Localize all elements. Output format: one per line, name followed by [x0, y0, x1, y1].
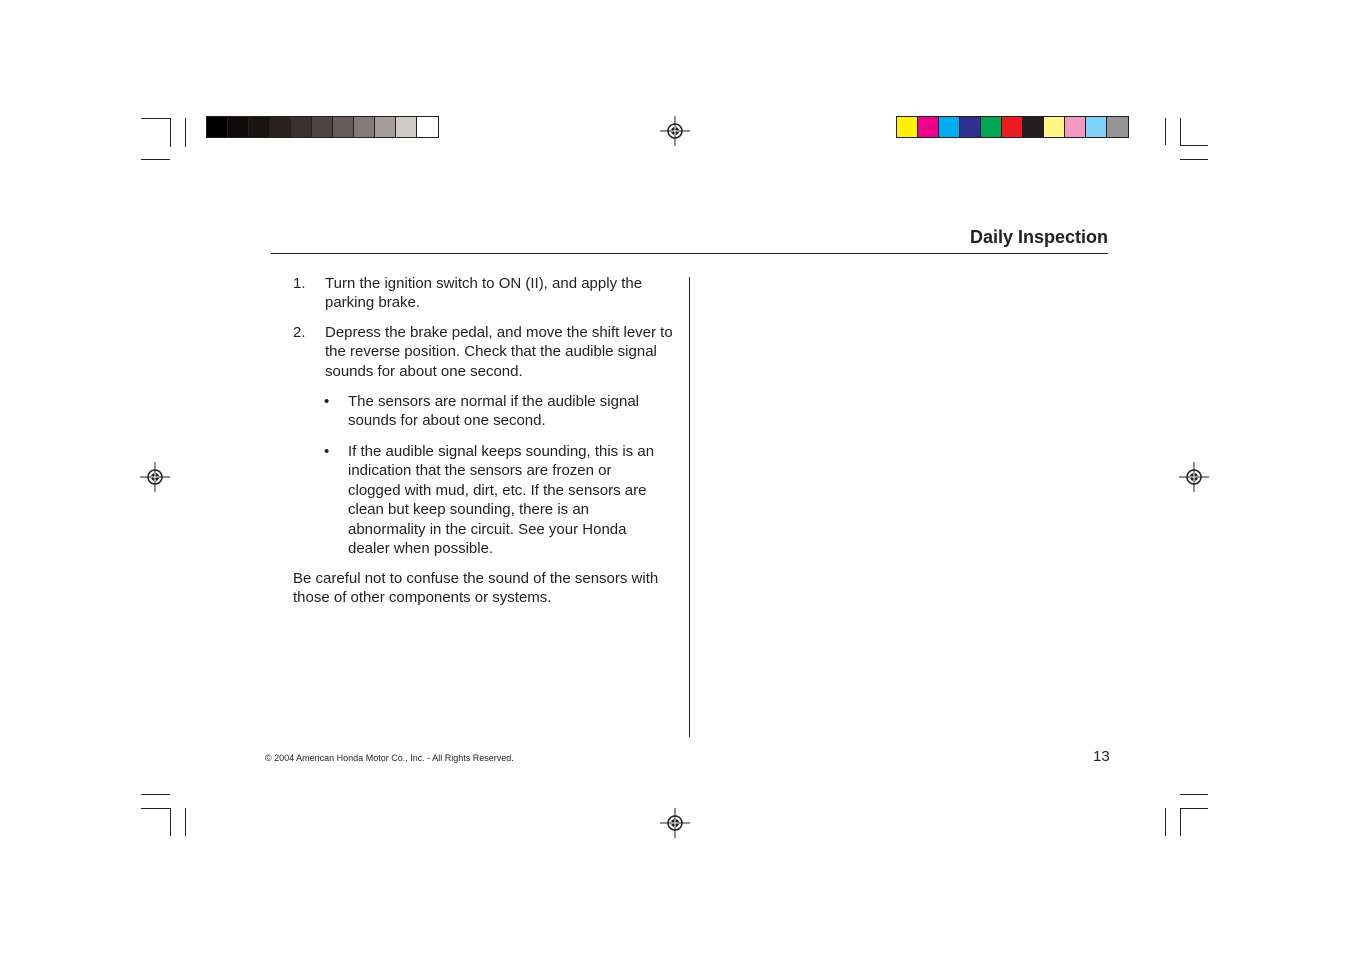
- crop-mark: [141, 159, 170, 160]
- step-text: Turn the ignition switch to ON (II), and apply the parking brake.: [325, 275, 643, 312]
- color-swatch: [939, 117, 960, 137]
- crop-mark: [1180, 808, 1181, 836]
- column-divider: [689, 277, 690, 737]
- color-swatch: [354, 117, 375, 137]
- crop-mark: [170, 808, 171, 836]
- header-rule: [271, 253, 1108, 254]
- crop-mark: [1165, 118, 1166, 145]
- color-swatch: [417, 117, 438, 137]
- color-swatch: [1002, 117, 1023, 137]
- color-swatch: [375, 117, 396, 137]
- color-swatch: [1023, 117, 1044, 137]
- color-swatch: [207, 117, 228, 137]
- color-swatch: [270, 117, 291, 137]
- color-swatch: [1044, 117, 1065, 137]
- bullet-text: The sensors are normal if the audible signal sounds for about one second.: [348, 393, 639, 430]
- page-number: 13: [1093, 748, 1110, 765]
- color-swatch: [1107, 117, 1128, 137]
- section-title: Daily Inspection: [969, 227, 1108, 247]
- color-swatch: [981, 117, 1002, 137]
- crop-mark: [1180, 118, 1181, 145]
- color-swatch: [960, 117, 981, 137]
- crop-mark: [185, 118, 186, 147]
- bullet-text: If the audible signal keeps sounding, this is an indication that the sensors are frozen or clogged with mud, dirt, etc. If the sensors are clean but keep sounding, there is an abnormality in the circuit. See your Honda dealer when possible.: [348, 443, 655, 558]
- color-swatch: [918, 117, 939, 137]
- crop-mark: [185, 808, 186, 836]
- crop-mark: [170, 118, 171, 147]
- bullet-marker: •: [324, 443, 330, 460]
- registration-mark-icon: [140, 462, 170, 492]
- step-number: 1.: [293, 275, 306, 292]
- crop-mark: [141, 118, 170, 119]
- color-swatch: [1065, 117, 1086, 137]
- crop-mark: [141, 794, 170, 795]
- crop-mark: [141, 808, 170, 809]
- color-swatch: [897, 117, 918, 137]
- crop-mark: [1165, 808, 1166, 836]
- bullet-marker: •: [324, 393, 330, 410]
- color-swatch: [312, 117, 333, 137]
- color-swatch: [396, 117, 417, 137]
- registration-mark-icon: [1179, 462, 1209, 492]
- color-swatch: [291, 117, 312, 137]
- step-number: 2.: [293, 324, 306, 341]
- crop-mark: [1180, 808, 1208, 809]
- color-swatch: [228, 117, 249, 137]
- color-swatch: [333, 117, 354, 137]
- gray-calibration-bar: [206, 116, 439, 138]
- crop-mark: [1180, 159, 1208, 160]
- registration-mark-icon: [660, 808, 690, 838]
- color-swatch: [249, 117, 270, 137]
- step-text: Depress the brake pedal, and move the shift lever to the reverse position. Check that the audible signal sounds for about one second.: [325, 324, 673, 380]
- crop-mark: [1180, 145, 1208, 146]
- color-calibration-bar: [896, 116, 1129, 138]
- copyright-notice: © 2004 American Honda Motor Co., Inc. - All Rights Reserved.: [265, 753, 514, 763]
- note-paragraph: Be careful not to confuse the sound of the sensors with those of other components or systems.: [293, 570, 659, 607]
- color-swatch: [1086, 117, 1107, 137]
- crop-mark: [1180, 794, 1208, 795]
- registration-mark-icon: [660, 116, 690, 146]
